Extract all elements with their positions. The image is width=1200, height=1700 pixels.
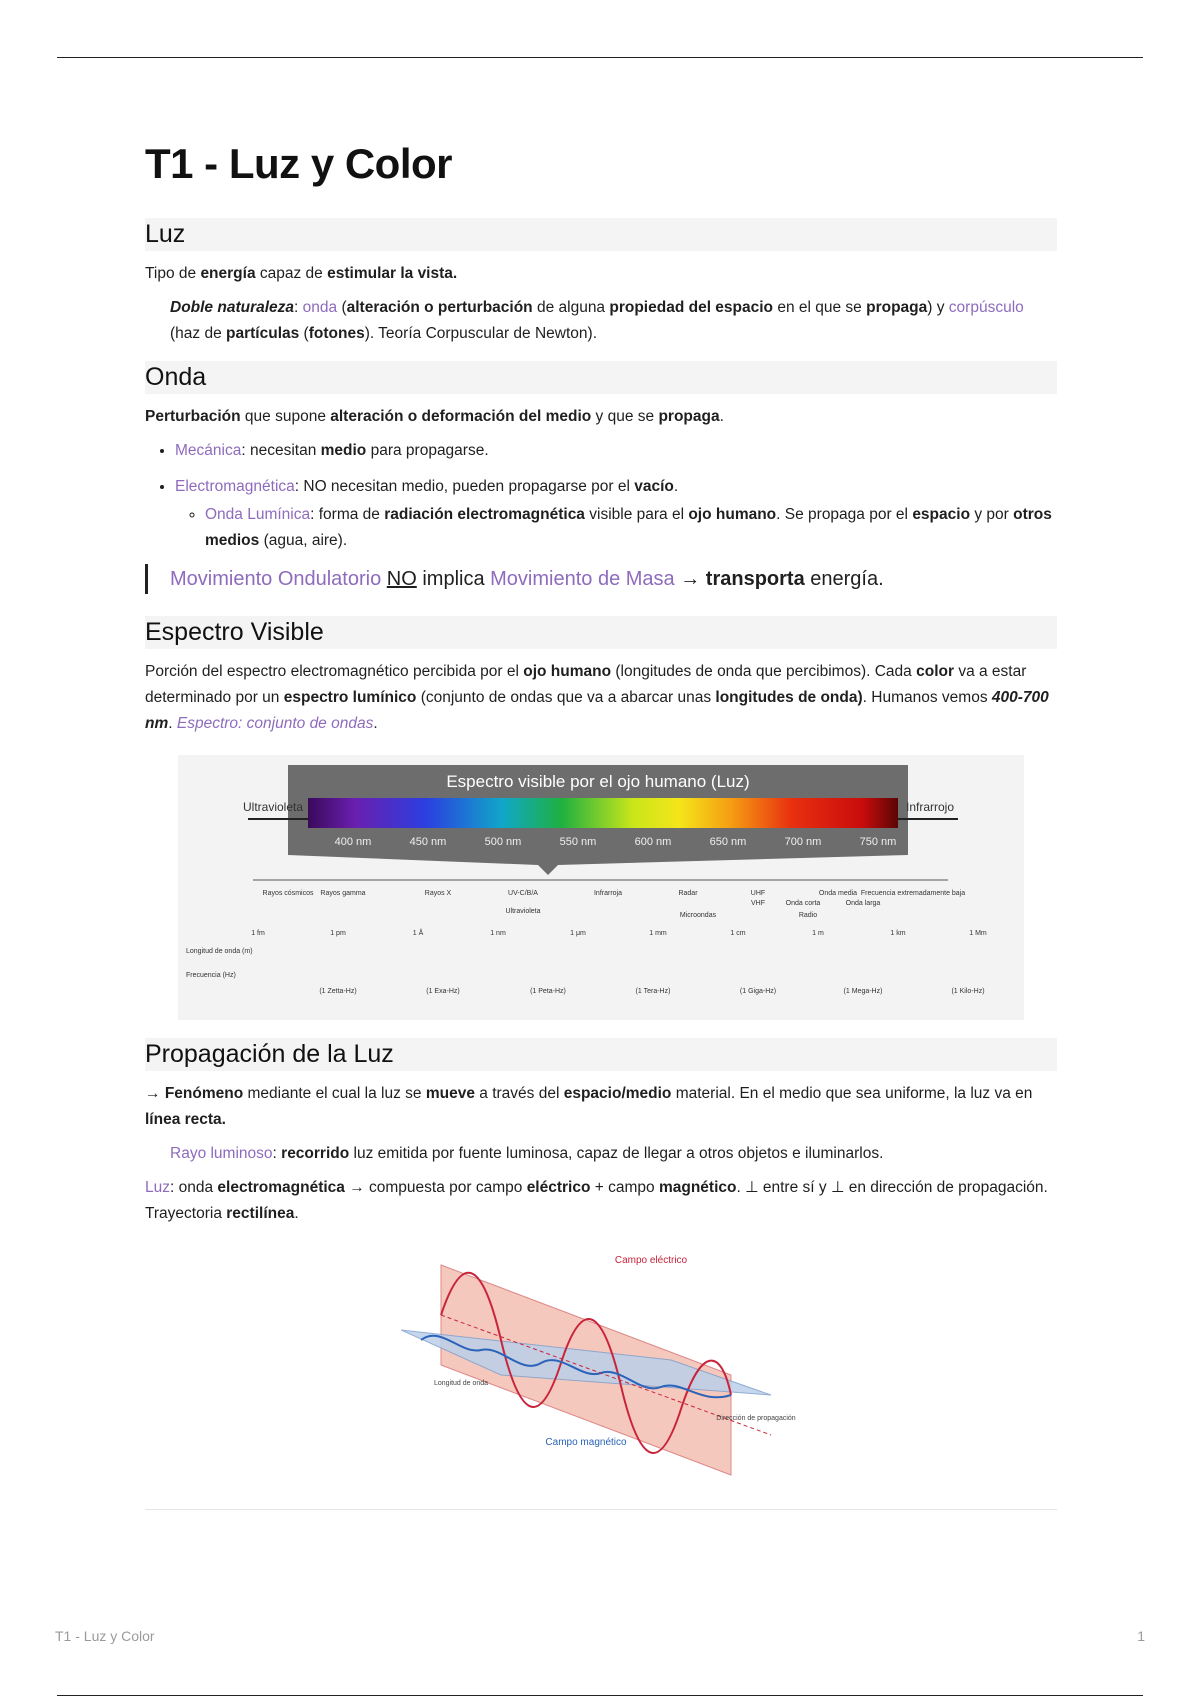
band-label: Rayos cósmicos: [262, 890, 314, 897]
footer-page-number: 1: [1137, 1628, 1145, 1644]
section-heading-onda: Onda: [145, 361, 1057, 394]
section-heading-luz: Luz: [145, 218, 1057, 251]
top-rule: [57, 57, 1143, 58]
sub-band-label: Radio: [798, 912, 818, 919]
length-mark: 1 nm: [490, 930, 506, 937]
footer-title: T1 - Luz y Color: [55, 1628, 155, 1644]
ir-label: Infrarrojo: [906, 800, 955, 814]
sub-band-label: Ultravioleta: [505, 908, 541, 915]
length-mark: 1 cm: [730, 930, 746, 937]
section-heading-espectro: Espectro Visible: [145, 616, 1057, 649]
section-heading-propagacion: Propagación de la Luz: [145, 1038, 1057, 1071]
band-label: Radar: [678, 890, 698, 897]
nm-label: 600 nm: [634, 836, 672, 848]
frequency-mark: (1 Tera-Hz): [635, 988, 671, 995]
length-mark: 1 fm: [251, 930, 265, 937]
sub-band-label: Onda corta: [785, 900, 821, 907]
em-wave-diagram: [401, 1245, 801, 1485]
nm-label: 750 nm: [859, 836, 897, 848]
sub-band-label: VHF: [751, 900, 765, 907]
label-direccion: Dirección de propagación: [716, 1415, 796, 1422]
spectrum-diagram: [178, 755, 1024, 1020]
length-mark: 1 pm: [330, 930, 346, 937]
band-label: Onda media: [818, 890, 858, 897]
sub-band-label: Onda larga: [845, 900, 881, 907]
band-label: UHF: [750, 890, 766, 897]
nm-label: 400 nm: [334, 836, 372, 848]
row-label-frequency: Frecuencia (Hz): [186, 972, 236, 979]
section-divider: [145, 1509, 1057, 1510]
band-label: Rayos X: [424, 890, 452, 897]
propagacion-paragraph: → Fenómeno mediante el cual la luz se mueve a través del espacio/medio material. En el medio que sea uniforme, la luz va en línea recta.: [145, 1085, 1033, 1128]
onda-types-list: [145, 438, 1057, 554]
nm-label: 500 nm: [484, 836, 522, 848]
list-item-mecanica: • Mecánica: necesitan medio para propagarse.: [175, 438, 1057, 464]
spectrum-title: Espectro visible por el ojo humano (Luz): [446, 772, 750, 791]
rainbow-bar: [308, 798, 898, 828]
band-label: Infrarroja: [593, 890, 623, 897]
nm-label: 650 nm: [709, 836, 747, 848]
nm-label: 550 nm: [559, 836, 597, 848]
label-campo-magnetico: Campo magnético: [545, 1437, 627, 1448]
frequency-mark: (1 Giga-Hz): [739, 988, 777, 995]
length-mark: 1 km: [890, 930, 906, 937]
uv-label: Ultravioleta: [243, 800, 304, 814]
nm-label: 450 nm: [409, 836, 447, 848]
onda-definition: Perturbación que supone alteración o deformación del medio y que se propaga.: [145, 408, 724, 425]
frequency-mark: (1 Mega-Hz): [843, 988, 883, 995]
frequency-mark: (1 Zetta-Hz): [319, 988, 357, 995]
luz-em-paragraph: Luz: onda electromagnética → compuesta por campo eléctrico + campo magnético. ⊥ entre sí y ⊥ en dirección de propagación. Trayectoria rectilínea.: [145, 1179, 1048, 1222]
frequency-mark: (1 Peta-Hz): [530, 988, 566, 995]
frequency-mark: (1 Exa-Hz): [426, 988, 460, 995]
label-campo-electrico: Campo eléctrico: [614, 1255, 688, 1266]
spectrum-figure: [145, 755, 1057, 1020]
espectro-paragraph: Porción del espectro electromagnético percibida por el ojo humano (longitudes de onda que percibimos). Cada color va a estar determinado por un espectro lumínico (conjunto de ondas que va a abarcar unas longitudes de onda). Humanos vemos 400-700 nm. Espectro: conjunto de ondas.: [145, 663, 1049, 732]
label-longitud: Longitud de onda: [433, 1380, 489, 1387]
length-mark: 1 Å: [412, 930, 424, 937]
sub-band-label: Microondas: [679, 912, 717, 919]
sub-list: [175, 502, 1057, 554]
length-mark: 1 Mm: [969, 930, 987, 937]
page-title: T1 - Luz y Color: [145, 140, 452, 187]
list-item-onda-luminica: ◦ Onda Lumínica: forma de radiación electromagnética visible para el ojo humano. Se propaga por el espacio y por otros medios (agua, aire).: [205, 502, 1057, 554]
list-item-electromagnetica: • Electromagnética: NO necesitan medio, pueden propagarse por el vacío. ◦ Onda Lumínica: forma de radiación electromagnética visible para el ojo humano. Se propaga por el espacio y por otros medios (agua, aire).: [175, 474, 1057, 554]
frequency-mark: (1 Kilo-Hz): [951, 988, 985, 995]
band-label: Frecuencia extremadamente baja: [860, 890, 966, 897]
rayo-paragraph: Rayo luminoso: recorrido luz emitida por fuente luminosa, capaz de llegar a otros objetos e iluminarlos.: [170, 1145, 884, 1162]
document-body: [145, 140, 1057, 1510]
row-label-length: Longitud de onda (m): [186, 948, 253, 955]
luz-dual-nature: Doble naturaleza: onda (alteración o perturbación de alguna propiedad del espacio en el que se propaga) y corpúsculo (haz de partículas (fotones). Teoría Corpuscular de Newton).: [170, 299, 1024, 342]
length-mark: 1 mm: [649, 930, 667, 937]
wave-figure: [145, 1245, 1057, 1485]
length-mark: 1 m: [812, 930, 824, 937]
bottom-rule: [57, 1695, 1143, 1696]
band-label: UV-C/B/A: [508, 890, 538, 897]
callout-quote: Movimiento Ondulatorio NO implica Movimiento de Masa → transporta energía.: [145, 564, 1057, 594]
luz-definition: Tipo de energía capaz de estimular la vista.: [145, 265, 458, 282]
band-label: Rayos gamma: [320, 890, 366, 897]
length-mark: 1 μm: [570, 930, 586, 937]
nm-label: 700 nm: [784, 836, 822, 848]
